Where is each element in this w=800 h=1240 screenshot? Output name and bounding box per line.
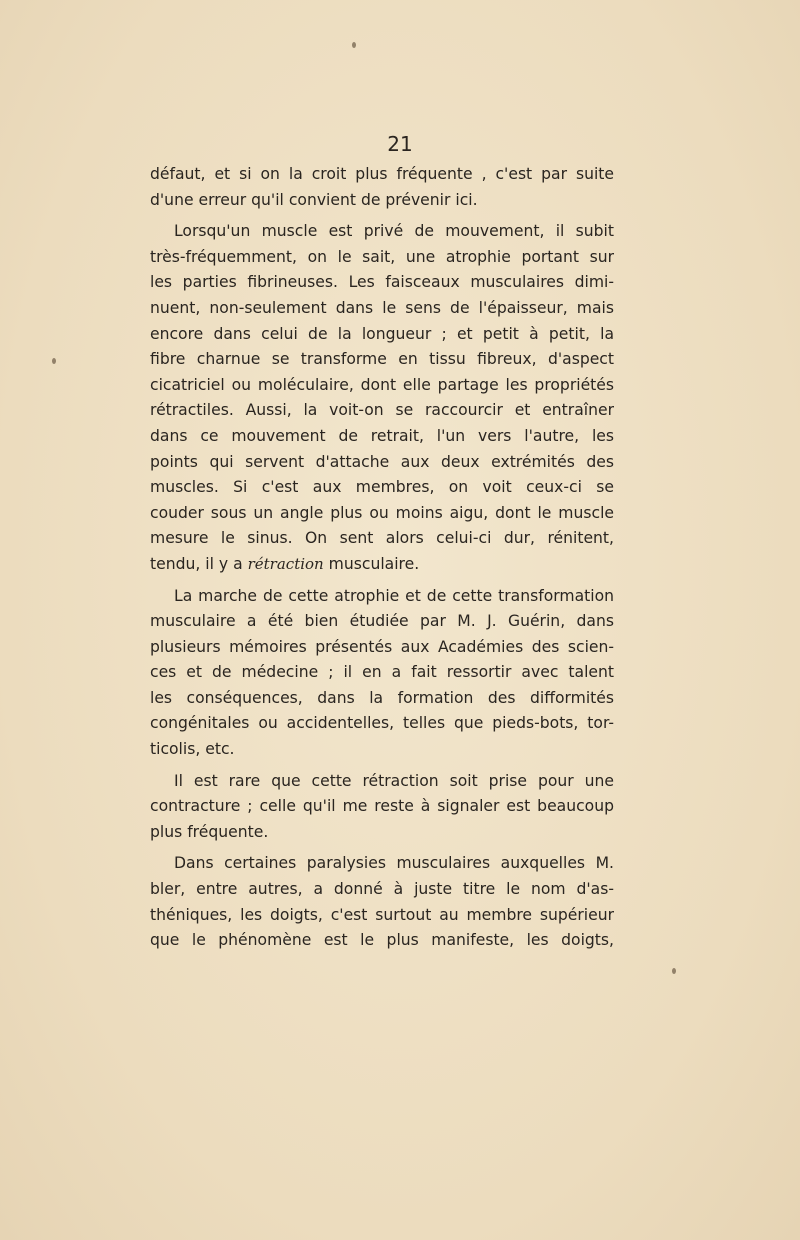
text-fragment: musculaire. (323, 554, 420, 573)
text-line: Lorsqu'un muscle est privé de mouvement, il subit (174, 222, 614, 241)
text-line: Il est rare que cette rétraction soit prise pour une (174, 771, 614, 790)
text-line: nuent, non-seulement dans le sens de l'épaisseur, mais (150, 298, 614, 317)
text-line: ticolis, etc. (150, 740, 235, 759)
text-line: Dans certaines paralysies musculaires auxquelles M. (174, 854, 614, 873)
text-line: d'une erreur qu'il convient de prévenir ici. (150, 190, 478, 209)
paragraph-1 (150, 162, 614, 213)
text-line: bler, entre autres, a donné à juste titre le nom d'as- (150, 880, 614, 899)
text-line-last (150, 552, 614, 578)
text-line: très-fréquemment, on le sait, une atrophie portant sur (150, 247, 614, 266)
text-line: musculaire a été bien étudiée par M. J. Guérin, dans (150, 612, 614, 631)
text-line: muscles. Si c'est aux membres, on voit ceux-ci se (150, 478, 614, 497)
text-line: que le phénomène est le plus manifeste, les doigts, (150, 931, 614, 950)
text-line: les parties fibrineuses. Les faisceaux musculaires dimi- (150, 273, 614, 292)
text-line: couder sous un angle plus ou moins aigu, dont le muscle (150, 503, 614, 522)
text-line: cicatriciel ou moléculaire, dont elle partage les propriétés (150, 375, 614, 394)
paragraph-2 (150, 219, 614, 577)
text-fragment: tendu, il y a (150, 554, 248, 573)
text-line: fibre charnue se transforme en tissu fibreux, d'aspect (150, 350, 614, 369)
text-line: plus fréquente. (150, 822, 269, 841)
body-text (150, 162, 614, 954)
text-line: La marche de cette atrophie et de cette transformation (174, 586, 614, 605)
text-line: mesure le sinus. On sent alors celui-ci dur, rénitent, (150, 529, 614, 548)
text-line: défaut, et si on la croit plus fréquente , c'est par suite (150, 165, 614, 183)
text-line: plusieurs mémoires présentés aux Académies des scien- (150, 637, 614, 656)
emphasis-term: rétraction (247, 554, 324, 573)
text-line: ces et de médecine ; il en a fait ressortir avec talent (150, 663, 614, 682)
paragraph-3 (150, 584, 614, 763)
text-line: encore dans celui de la longueur ; et petit à petit, la (150, 324, 614, 343)
page-number: 21 (387, 132, 413, 156)
text-line: congénitales ou accidentelles, telles que pieds-bots, tor- (150, 714, 614, 733)
paper-speck (52, 358, 56, 364)
text-line: dans ce mouvement de retrait, l'un vers l'autre, les (150, 426, 614, 445)
paragraph-5 (150, 851, 614, 953)
text-line: les conséquences, dans la formation des difformités (150, 688, 614, 707)
text-line: théniques, les doigts, c'est surtout au membre supérieur (150, 905, 614, 924)
text-line: contracture ; celle qu'il me reste à signaler est beaucoup (150, 797, 614, 816)
paragraph-4 (150, 769, 614, 846)
paper-speck (672, 968, 676, 974)
text-line: points qui servent d'attache aux deux extrémités des (150, 452, 614, 471)
text-line: rétractiles. Aussi, la voit-on se raccourcir et entraîner (150, 401, 614, 420)
paper-speck (352, 42, 356, 48)
